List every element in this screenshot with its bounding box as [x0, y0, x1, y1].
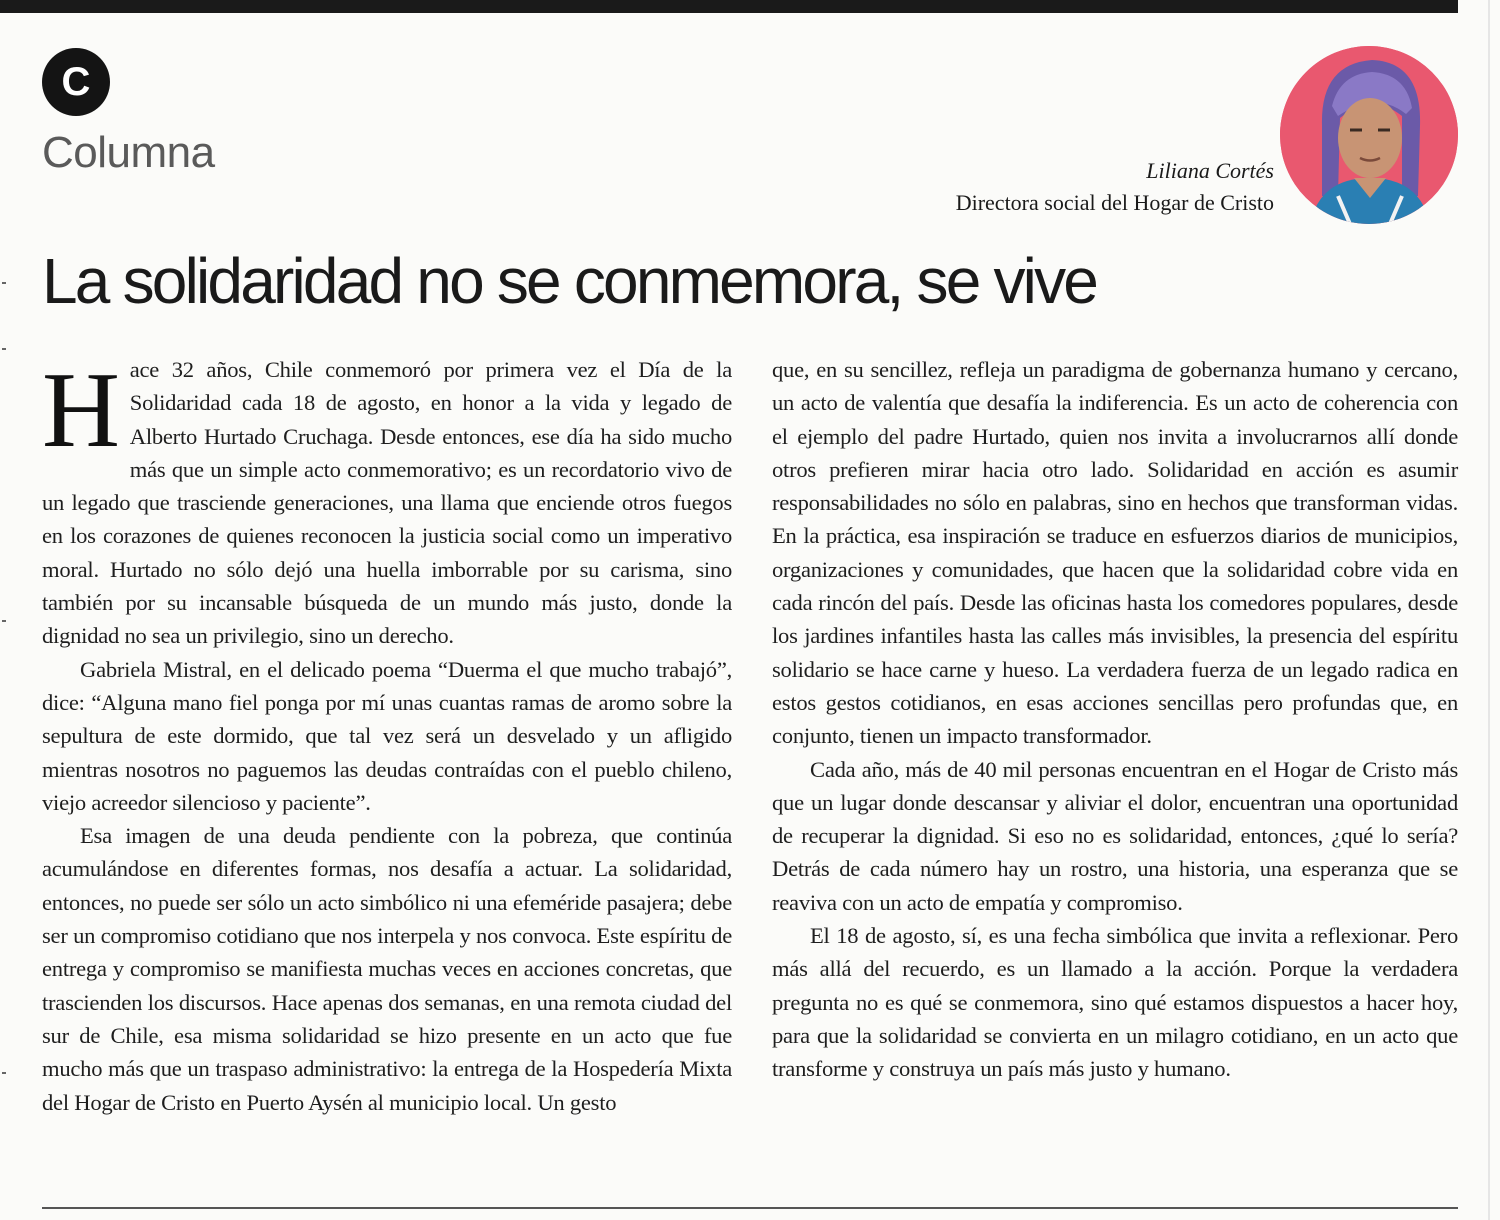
author-photo [1280, 46, 1458, 224]
column-right [772, 353, 1458, 1086]
paragraph-1 [42, 353, 732, 653]
headline: La solidaridad no se conmemora, se vive [42, 245, 1097, 317]
top-rule [0, 0, 1458, 13]
paragraph-4: que, en su sencillez, refleja un paradigma de gobernanza humano y cercano, un acto de valentía que desafía la indiferencia. Es un acto de coherencia con el ejemplo del padre Hurtado, quien nos invita a involucrarnos allí donde otros prefieren mirar hacia otro lado. Solidaridad en acción es asumir responsabilidades no sólo en palabras, sino en hechos que transforman vidas. En la práctica, esa inspiración se traduce en esfuerzos diarios de municipios, organizaciones y comunidades, que hacen que la solidaridad cobre vida en cada rincón del país. Desde las oficinas hasta los comedores populares, desde los jardines infantiles hasta las calles más invisibles, la presencia del espíritu solidario se hace carne y hueso. La verdadera fuerza de un legado radica en estos gestos cotidianos, en esas acciones sencillas pero profundas que, en conjunto, tienen un impacto transformador. [772, 357, 1458, 749]
paragraph-3: Esa imagen de una deuda pendiente con la pobreza, que continúa acumulándose en diferentes formas, nos desafía a actuar. La solidaridad, entonces, no puede ser sólo un acto simbólico ni una efeméride pasajera; debe ser un compromiso cotidiano que nos interpela y nos convoca. Este espíritu de entrega y compromiso se manifiesta muchas veces en acciones concretas, que trascienden los discursos. Hace apenas dos semanas, en una remota ciudad del sur de Chile, esa misma solidaridad se hizo presente en un acto que fue mucho más que un traspaso administrativo: la entrega de la Hospedería Mixta del Hogar de Cristo en Puerto Aysén al municipio local. Un gesto [42, 823, 732, 1115]
page-edge [1488, 0, 1490, 1220]
bottom-rule [42, 1207, 1458, 1209]
paragraph-1-text: ace 32 años, Chile conmemoró por primera vez el Día de la Solidaridad cada 18 de agosto, en honor a la vida y legado de Alberto Hurtado Cruchaga. Desde entonces, ese día ha sido mucho más que un simple acto conmemorativo; es un recordatorio vivo de un legado que trasciende generaciones, una llama que enciende otros fuegos en los corazones de quienes reconocen la justicia social como un imperativo moral. Hurtado no sólo dejó una huella imborrable por su carisma, sino también por su incansable búsqueda de un mundo más justo, donde la dignidad no sea un privilegio, sino un derecho. [42, 357, 732, 649]
column-left [42, 353, 732, 1119]
paragraph-2: Gabriela Mistral, en el delicado poema “Duerma el que mucho trabajó”, dice: “Alguna mano fiel ponga por mí unas cuantas ramas de aromo sobre la sepultura de este dormido, que tal vez será un desvelado y un afligido mientras nosotros no paguemos las deudas contraídas con el pueblo chileno, viejo acreedor silencioso y paciente”. [42, 656, 732, 815]
author-portrait-illustration [1280, 46, 1458, 224]
section-label: Columna [42, 128, 215, 177]
author-role: Directora social del Hogar de Cristo [955, 190, 1274, 215]
author-name: Liliana Cortés [1146, 158, 1274, 183]
paragraph-6: El 18 de agosto, sí, es una fecha simbólica que invita a reflexionar. Pero más allá del recuerdo, es un llamado a la acción. Porque la verdadera pregunta no es qué se conmemora, sino qué estamos dispuestos a hacer hoy, para que la solidaridad se convierta en un milagro cotidiano, en un acto que transforme y construya un país más justo y humano. [772, 923, 1458, 1082]
paragraph-5: Cada año, más de 40 mil personas encuentran en el Hogar de Cristo más que un lugar donde descansar y aliviar el dolor, encuentran una oportunidad de recuperar la dignidad. Si eso no es solidaridad, entonces, ¿qué lo sería? Detrás de cada número hay un rostro, una historia, una esperanza que se reaviva con un acto de empatía y compromiso. [772, 756, 1458, 915]
section-badge: C [42, 48, 110, 116]
drop-cap: H [42, 351, 120, 470]
